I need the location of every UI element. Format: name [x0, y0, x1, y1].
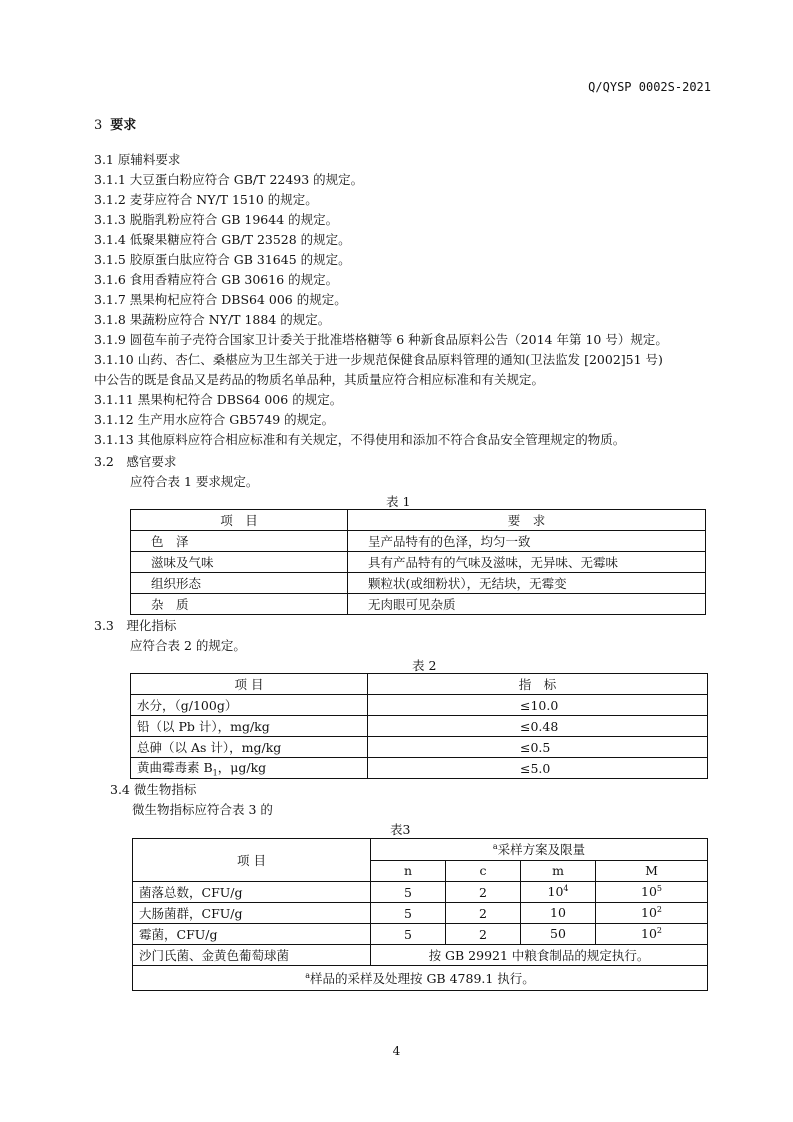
- raw-item: 3.1.5 胶原蛋白肽应符合 GB 31645 的规定。: [94, 252, 351, 267]
- micro-table: [132, 838, 708, 991]
- table-cell: 呈产品特有的色泽，均匀一致: [348, 531, 706, 552]
- raw-item: 3.1.13 其他原料应符合相应标准和有关规定，不得使用和添加不符合食品安全管理规定的物质。: [94, 432, 626, 447]
- document-code: Q/QYSP 0002S-2021: [588, 80, 711, 94]
- value: 10: [641, 905, 657, 921]
- plan-header: [371, 839, 708, 861]
- table-cell: 杂 质: [131, 594, 348, 615]
- table-cell: 2: [446, 924, 521, 945]
- table3-caption: 表3: [390, 822, 411, 837]
- table-cell: 水分，（g/100g）: [131, 695, 368, 716]
- table-row: [133, 903, 708, 924]
- value: 10: [550, 905, 566, 921]
- table-cell: ≤0.48: [368, 716, 708, 737]
- raw-item: 3.1.11 黑果枸杞符合 DBS64 006 的规定。: [94, 392, 343, 407]
- value: 50: [550, 926, 566, 942]
- table-footnote: [133, 966, 708, 991]
- footnote-marker: a: [492, 842, 498, 852]
- raw-item: 3.1.7 黑果枸杞应符合 DBS64 006 的规定。: [94, 292, 347, 307]
- table-cell: [521, 882, 596, 903]
- table-cell: 5: [371, 924, 446, 945]
- raw-item: 3.1.4 低聚果糖应符合 GB/T 23528 的规定。: [94, 232, 351, 247]
- table-row: [131, 531, 706, 552]
- page-number: 4: [392, 1044, 401, 1058]
- table-header: 指 标: [368, 674, 708, 695]
- section-heading: [94, 114, 136, 133]
- table-cell: [521, 903, 596, 924]
- table-row: [133, 924, 708, 945]
- table-cell: 组织形态: [131, 573, 348, 594]
- table-cell: 总砷（以 As 计），mg/kg: [131, 737, 368, 758]
- raw-item: 3.1.3 脱脂乳粉应符合 GB 19644 的规定。: [94, 212, 339, 227]
- table-header-row: [133, 839, 708, 861]
- exponent: 5: [656, 884, 662, 894]
- raw-item: 3.1.1 大豆蛋白粉应符合 GB/T 22493 的规定。: [94, 172, 364, 187]
- table-cell: [131, 758, 368, 779]
- exponent: 2: [656, 926, 662, 936]
- raw-item: 3.1.10 山药、杏仁、桑椹应为卫生部关于进一步规范保健食品原料管理的通知(卫法监发 [2002]51 号): [94, 352, 663, 367]
- table-cell: 沙门氏菌、金黄色葡萄球菌: [133, 945, 371, 966]
- physchem-table: [130, 673, 708, 779]
- exponent: 2: [656, 905, 662, 915]
- table-cell: ≤5.0: [368, 758, 708, 779]
- table-header: m: [521, 860, 596, 882]
- table-header: 项 目: [131, 674, 368, 695]
- table2-caption: 表 2: [412, 658, 437, 673]
- table-header: n: [371, 860, 446, 882]
- value: 10: [641, 884, 657, 900]
- table-row: [131, 716, 708, 737]
- table-header: 项 目: [131, 510, 348, 531]
- table-header: 要 求: [348, 510, 706, 531]
- table-header-row: [131, 674, 708, 695]
- table-cell: [521, 924, 596, 945]
- micro-intro: 微生物指标应符合表 3 的: [132, 802, 273, 817]
- section-number: 3: [94, 118, 103, 133]
- raw-item: 3.1.8 果蔬粉应符合 NY/T 1884 的规定。: [94, 312, 331, 327]
- table-cell: ≤0.5: [368, 737, 708, 758]
- raw-item: 3.1.6 食用香精应符合 GB 30616 的规定。: [94, 272, 339, 287]
- table-cell: [596, 903, 708, 924]
- table-header-row: [131, 510, 706, 531]
- value: 10: [547, 884, 564, 900]
- table-row: [131, 758, 708, 779]
- footnote-text: 样品的采样及处理按 GB 4789.1 执行。: [309, 971, 535, 986]
- table-cell: 2: [446, 903, 521, 924]
- table-row: [131, 594, 706, 615]
- raw-item: 3.1.12 生产用水应符合 GB5749 的规定。: [94, 412, 335, 427]
- table-cell: 霉菌，CFU/g: [133, 924, 371, 945]
- table-cell: 无肉眼可见杂质: [348, 594, 706, 615]
- raw-item: 3.1.9 圆苞车前子壳符合国家卫计委关于批准塔格糖等 6 种新食品原料公告（2014 年第 10 号）规定。: [94, 332, 668, 347]
- aflatoxin-label: 黄曲霉毒素 B: [137, 760, 213, 776]
- table-cell: ≤10.0: [368, 695, 708, 716]
- sensory-heading: 3.2 感官要求: [94, 454, 177, 469]
- table-cell: 5: [371, 882, 446, 903]
- table-cell: 色 泽: [131, 531, 348, 552]
- table-cell: 菌落总数，CFU/g: [133, 882, 371, 903]
- table-cell: 铅（以 Pb 计），mg/kg: [131, 716, 368, 737]
- aflatoxin-unit: ，μg/kg: [217, 760, 267, 776]
- table-row: [131, 552, 706, 573]
- table-cell: 大肠菌群，CFU/g: [133, 903, 371, 924]
- table-header: 项 目: [133, 839, 371, 882]
- table1-caption: 表 1: [386, 494, 411, 509]
- footnote-marker: a: [305, 970, 310, 980]
- table-header: c: [446, 860, 521, 882]
- table-cell: [596, 882, 708, 903]
- sensory-table: [130, 509, 706, 615]
- raw-item: 中公告的既是食品又是药品的物质名单品种，其质量应符合相应标准和有关规定。: [94, 372, 545, 387]
- table-row: [131, 573, 706, 594]
- table-cell: 颗粒状(或细粉状），无结块，无霉变: [348, 573, 706, 594]
- table-cell: [596, 924, 708, 945]
- table-footnote-row: [133, 966, 708, 991]
- table-row: [133, 882, 708, 903]
- plan-header-text: 采样方案及限量: [497, 842, 586, 858]
- table-row: [133, 945, 708, 966]
- table-row: [131, 695, 708, 716]
- table-cell: 5: [371, 903, 446, 924]
- table-cell: 2: [446, 882, 521, 903]
- physchem-intro: 应符合表 2 的规定。: [130, 638, 246, 653]
- exponent: 4: [563, 884, 569, 894]
- table-cell: 具有产品特有的气味及滋味，无异味、无霉味: [348, 552, 706, 573]
- section-title: 要求: [110, 118, 137, 133]
- raw-materials-heading: 3.1 原辅料要求: [94, 152, 181, 167]
- table-header: M: [596, 860, 708, 882]
- table-cell: 滋味及气味: [131, 552, 348, 573]
- micro-heading: 3.4 微生物指标: [110, 782, 197, 797]
- table-cell: 按 GB 29921 中粮食制品的规定执行。: [371, 945, 708, 966]
- physchem-heading: 3.3 理化指标: [94, 618, 177, 633]
- aflatoxin-subscript: 1: [212, 768, 218, 778]
- value: 10: [641, 926, 657, 942]
- sensory-intro: 应符合表 1 要求规定。: [130, 474, 259, 489]
- raw-item: 3.1.2 麦芽应符合 NY/T 1510 的规定。: [94, 192, 318, 207]
- table-row: [131, 737, 708, 758]
